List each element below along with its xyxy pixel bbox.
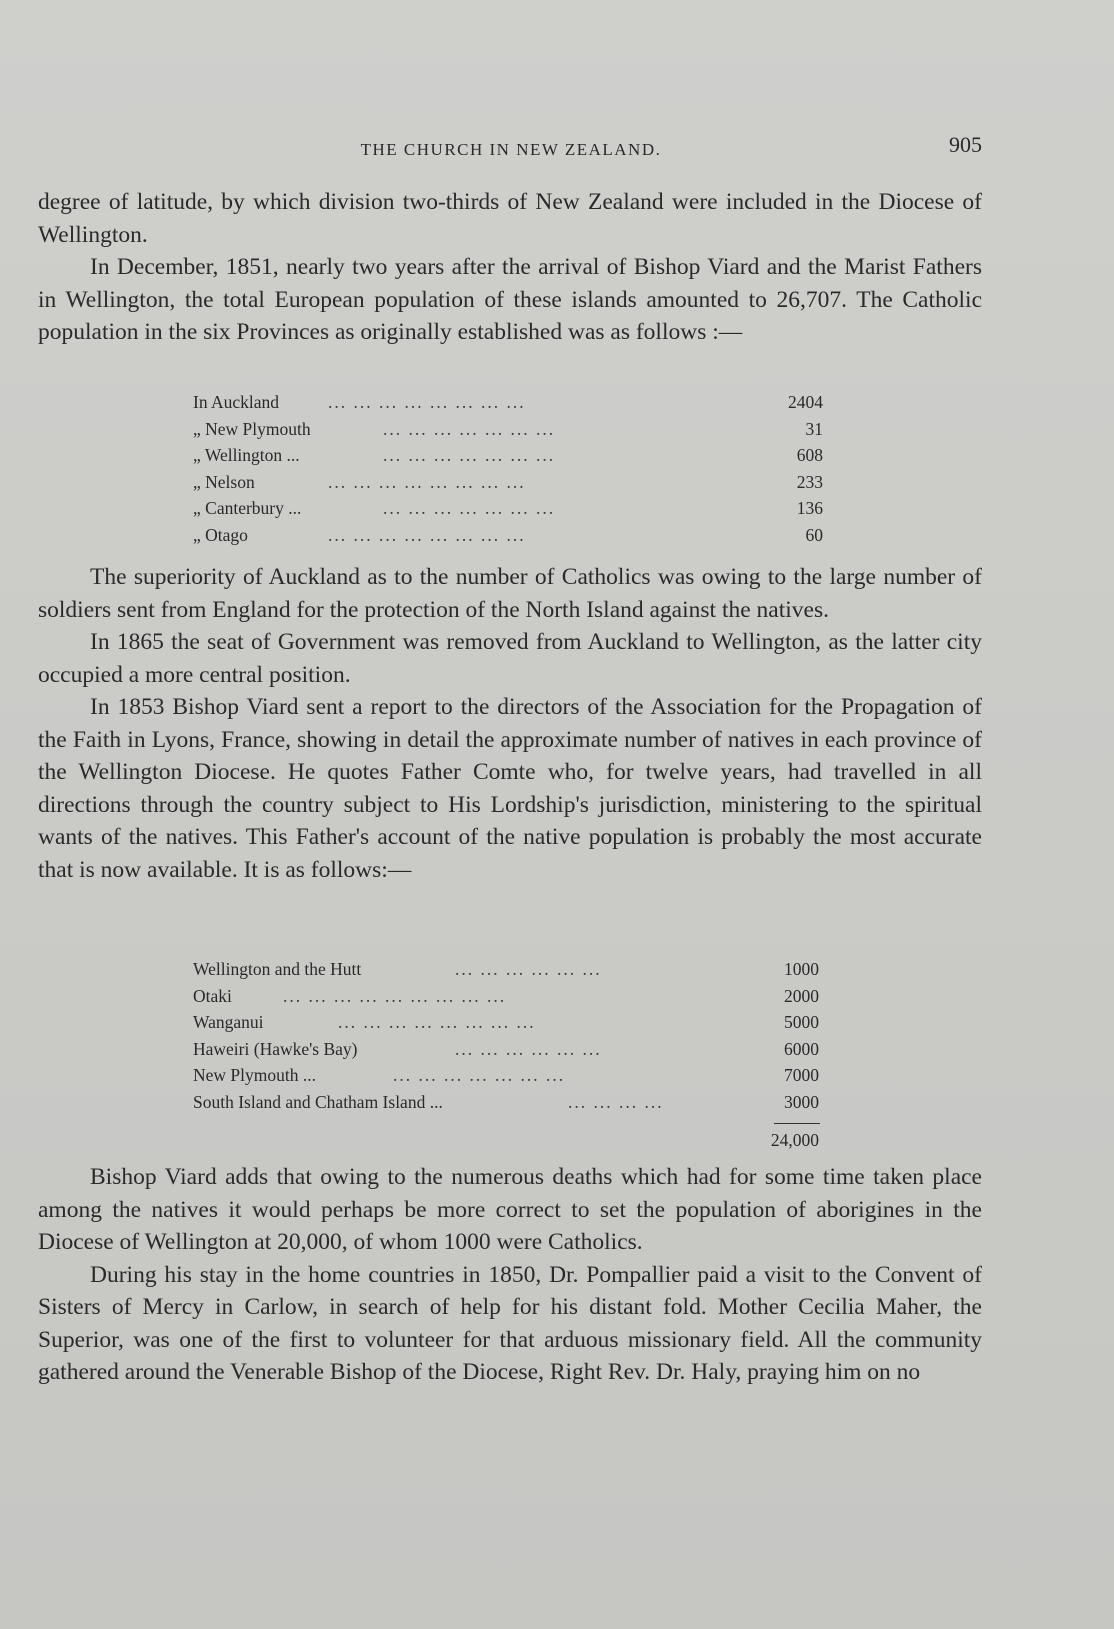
row-label: Haweiri (Hawke's Bay) — [193, 1038, 358, 1059]
table-row: In Auckland ... ... ... ... ... ... ... ... 2404 — [193, 392, 823, 412]
page-header — [40, 132, 982, 166]
table-row: „ Wellington ... ... ... ... ... ... ... ... 608 — [193, 445, 823, 465]
table-row: „ New Plymouth ... ... ... ... ... ... ... 31 — [193, 418, 823, 439]
text-block-2 — [38, 561, 982, 886]
row-label: „ New Plymouth — [193, 418, 311, 439]
text-block-1 — [38, 186, 982, 349]
row-value: 3000 — [784, 1091, 819, 1112]
catholic-population-table — [193, 392, 823, 551]
paragraph-7: During his stay in the home countries in 1850, Dr. Pompallier paid a visit to the Convent of Sisters of Mercy in Carlow, in search of help for his distant fold. Mother Cecilia Maher, the Superior, was one of the first to volunteer for that arduous missionary field. All the community gathered around the Venerable Bishop of the Diocese, Right Rev. Dr. Haly, praying him on no — [38, 1261, 982, 1385]
paragraph-1: degree of latitude, by which division two-thirds of New Zealand were included in the Diocese of Wellington. — [38, 189, 982, 248]
row-label: „ Otago — [193, 524, 248, 545]
table-row: „ Canterbury ... ... ... ... ... ... ... ... 136 — [193, 498, 823, 518]
row-value: 233 — [796, 471, 823, 492]
row-value: 60 — [805, 524, 823, 545]
row-value: 31 — [805, 418, 823, 439]
paragraph-2: In December, 1851, nearly two years after the arrival of Bishop Viard and the Marist Fathers in Wellington, the total European population of these islands amounted to 26,707. The Catholic population in the six Provinces as originally established was as follows :— — [38, 254, 982, 345]
table-row: Wanganui ... ... ... ... ... ... ... ... 5000 — [193, 1012, 819, 1032]
row-value: 2000 — [784, 985, 819, 1006]
row-value: 608 — [796, 445, 823, 465]
row-label: „ Canterbury ... — [193, 498, 302, 518]
row-label: „ Wellington ... — [193, 445, 300, 465]
running-title: THE CHURCH IN NEW ZEALAND. — [360, 140, 662, 159]
text-block-3 — [38, 1161, 982, 1389]
row-label: South Island and Chatham Island ... — [193, 1091, 443, 1112]
row-label: Wellington and the Hutt — [193, 959, 362, 979]
row-value: 1000 — [784, 959, 819, 979]
table-row: Otaki ... ... ... ... ... ... ... ... ... 2000 — [193, 985, 819, 1006]
table-total: 24,000 — [770, 1130, 819, 1150]
paragraph-6: Bishop Viard adds that owing to the numerous deaths which had for some time taken place among the natives it would perhaps be more correct to set the population of aborigines in the Diocese of Wellington at 20,000, of whom 1000 were Catholics. — [38, 1164, 982, 1255]
row-value: 5000 — [784, 1012, 819, 1032]
row-value: 6000 — [784, 1038, 819, 1059]
paragraph-4: In 1865 the seat of Government was removed from Auckland to Wellington, as the latter city occupied a more central position. — [38, 629, 982, 688]
native-population-table — [193, 959, 819, 1118]
row-label: New Plymouth ... — [193, 1065, 316, 1085]
table-row: Haweiri (Hawke's Bay) ... ... ... ... ... ... 6000 — [193, 1038, 819, 1059]
table-row: „ Otago ... ... ... ... ... ... ... ... 60 — [193, 524, 823, 545]
row-value: 7000 — [784, 1065, 819, 1085]
table-row: „ Nelson ... ... ... ... ... ... ... ... 233 — [193, 471, 823, 492]
row-value: 136 — [796, 498, 823, 518]
row-label: Otaki — [193, 985, 232, 1006]
table-row: South Island and Chatham Island ... ... ... ... ... 3000 — [193, 1091, 819, 1112]
page-number: 905 — [949, 132, 982, 157]
table-row: Wellington and the Hutt ... ... ... ... ... ... 1000 — [193, 959, 819, 979]
paragraph-5: In 1853 Bishop Viard sent a report to the directors of the Association for the Propagation of the Faith in Lyons, France, showing in detail the approximate number of natives in each province of the Wellington Diocese. He quotes Father Comte who, for twelve years, had travelled in all directions through the country subject to His Lordship's jurisdiction, ministering to the spiritual wants of the natives. This Father's account of the native population is probably the most accurate that is now available. It is as follows:— — [38, 694, 982, 883]
row-value: 2404 — [788, 392, 823, 412]
paragraph-3: The superiority of Auckland as to the number of Catholics was owing to the large number of soldiers sent from England for the protection of the North Island against the natives. — [38, 564, 982, 623]
total-rule — [774, 1123, 820, 1124]
row-label: Wanganui — [193, 1012, 264, 1032]
row-label: „ Nelson — [193, 471, 255, 492]
table-row: New Plymouth ... ... ... ... ... ... ... ... 7000 — [193, 1065, 819, 1085]
row-label: In Auckland — [193, 392, 280, 412]
